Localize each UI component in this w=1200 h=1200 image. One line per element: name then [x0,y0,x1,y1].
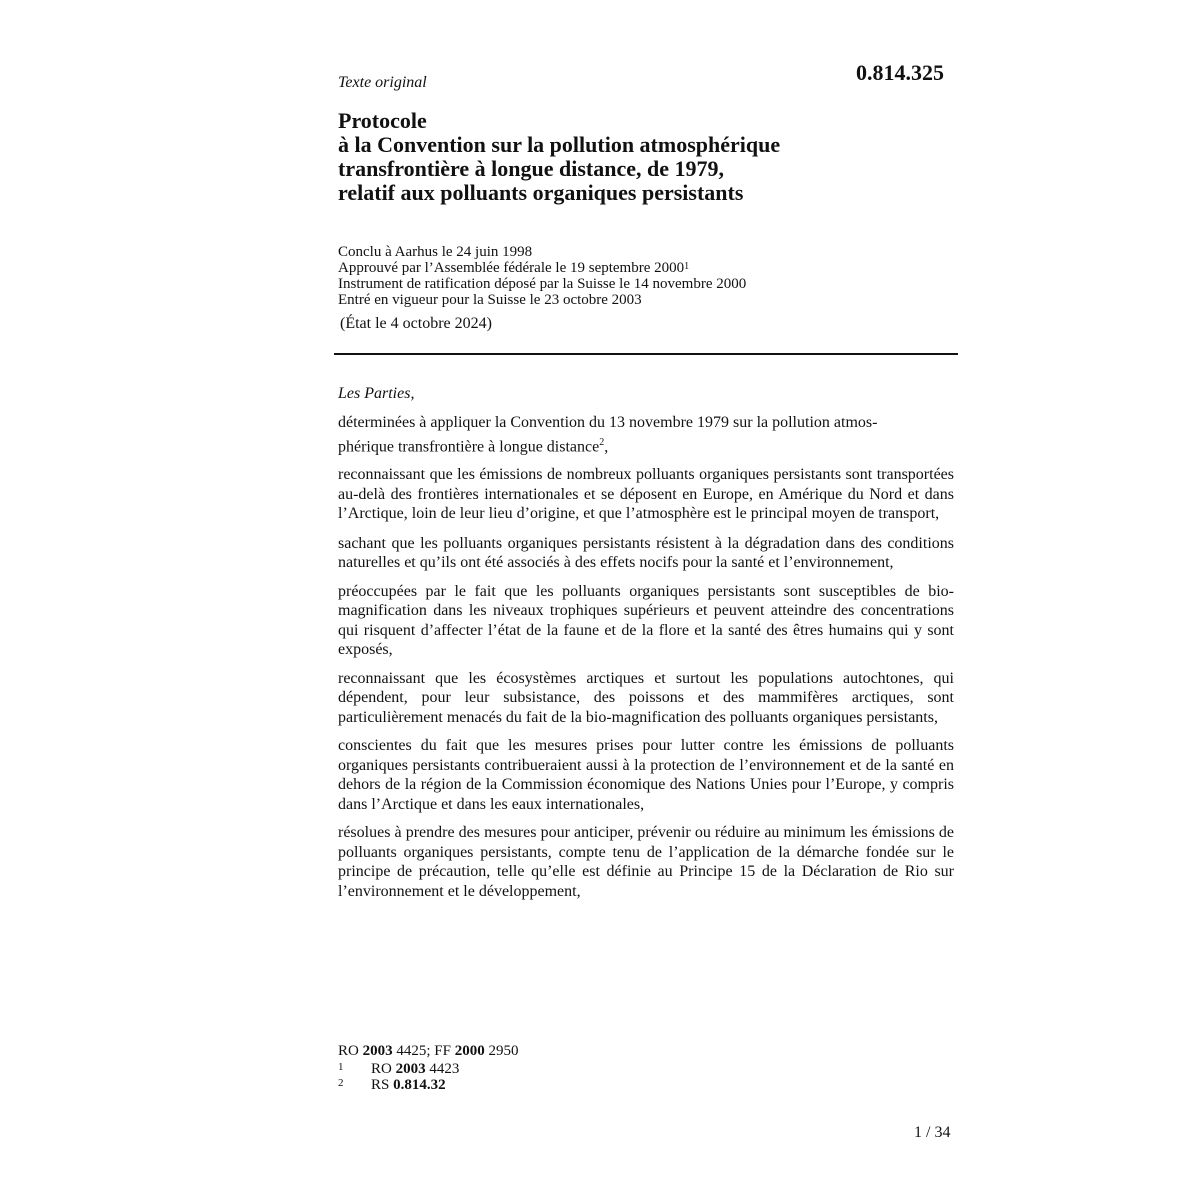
preamble-paragraph: reconnaissant que les émissions de nombreux polluants organiques persistants sont transportées au-delà des frontières internationales et se déposent en Europe, en Amérique du Nord et dans l’Arctique, loin de leur lieu d’origine, et que l’atmosphère est le principal moyen de transport, [338,466,954,523]
footnote-suffix: 4423 [425,1061,460,1077]
ro-prefix: RO [338,1043,363,1059]
document-metadata [338,244,746,308]
preamble-line [338,433,954,457]
footnote-ref[interactable]: 1 [684,261,690,272]
texte-original-label: Texte original [338,74,427,91]
preamble-paragraph: préoccupées par le fait que les polluants organiques persistants sont susceptibles de bio-magnification dans les niveaux trophiques supérieurs et peuvent atteindre des concentrations qui risquent d’affecter l’état de la faune et de la flore et la santé des êtres humains qui y sont exposés, [338,582,954,659]
page-number: 1 / 34 [914,1124,951,1141]
preamble-paragraph [338,413,954,456]
preamble-body [338,413,954,910]
footnote-prefix: RO [371,1061,396,1077]
footnote-prefix: RS [371,1077,394,1093]
preamble-paragraph: conscientes du fait que les mesures prises pour lutter contre les émissions de polluants organiques persistants contribueraient aussi à la protection de l’environnement et de la santé en dehors de la région de la Commission économique des Nations Unies pour l’Europe, y compris dans l’Arctique et dans les eaux internationales, [338,737,954,813]
approuve-text: Approuvé par l’Assemblée fédérale le 19 septembre 2000 [338,260,685,276]
footnote-bold[interactable]: 2003 [395,1061,426,1077]
ff-year: 2000 [454,1043,485,1059]
entree-en-vigueur-line: Entré en vigueur pour la Suisse le 23 octobre 2003 [338,292,642,308]
instrument-line: Instrument de ratification déposé par la Suisse le 14 novembre 2000 [338,276,747,292]
preamble-text: phérique transfrontière à longue distance [338,437,600,455]
sr-number: 0.814.325 [856,60,944,85]
header-divider [334,353,958,355]
footnotes [338,1061,459,1093]
footnote-text [371,1077,446,1093]
etat-line: (État le 4 octobre 2024) [340,315,492,332]
footnote-text [371,1061,459,1077]
title-line: à la Convention sur la pollution atmosphérique [338,132,781,157]
footnote-bold[interactable]: 0.814.32 [393,1077,446,1093]
footnote-ref[interactable]: 2 [599,436,605,448]
conclu-line: Conclu à Aarhus le 24 juin 1998 [338,244,533,260]
preamble-paragraph: reconnaissant que les écosystèmes arctiques et surtout les populations autochtones, qui dépendent, pour leur subsistance, des poissons et des mammifères arctiques, sont particulièrement menacés du fait de la bio-magnification des polluants organiques persistants, [338,669,954,726]
footnote-number: 2 [338,1077,344,1089]
title-line: relatif aux polluants organiques persistants [338,180,744,205]
preamble-opening: Les Parties, [338,385,415,402]
title-line: Protocole [338,108,427,133]
preamble-line: déterminées à appliquer la Convention du 13 novembre 1979 sur la pollution atmos- [338,414,878,431]
footnote [338,1077,459,1093]
approuve-line [338,260,746,276]
title-line: transfrontière à longue distance, de 1979, [338,156,724,181]
ro-page: 4425; FF [392,1043,455,1059]
document-title [338,109,898,205]
preamble-paragraph: résolues à prendre des mesures pour anticiper, prévenir ou réduire au minimum les émissions de polluants organiques persistants, compte tenu de l’application de la démarche fondée sur le principe de précaution, telle qu’elle est définie au Principe 15 de la Déclaration de Rio sur l’environnement et le développement, [338,824,954,900]
publication-reference [338,1043,518,1060]
preamble-punct: , [604,437,609,455]
preamble-paragraph: sachant que les polluants organiques persistants résistent à la dégradation dans des conditions naturelles et qu’ils ont été associés à des effets nocifs pour la santé et l’environnement, [338,534,954,572]
ro-year: 2003 [362,1043,393,1059]
ff-page: 2950 [484,1043,519,1059]
footnote-number: 1 [338,1061,344,1073]
